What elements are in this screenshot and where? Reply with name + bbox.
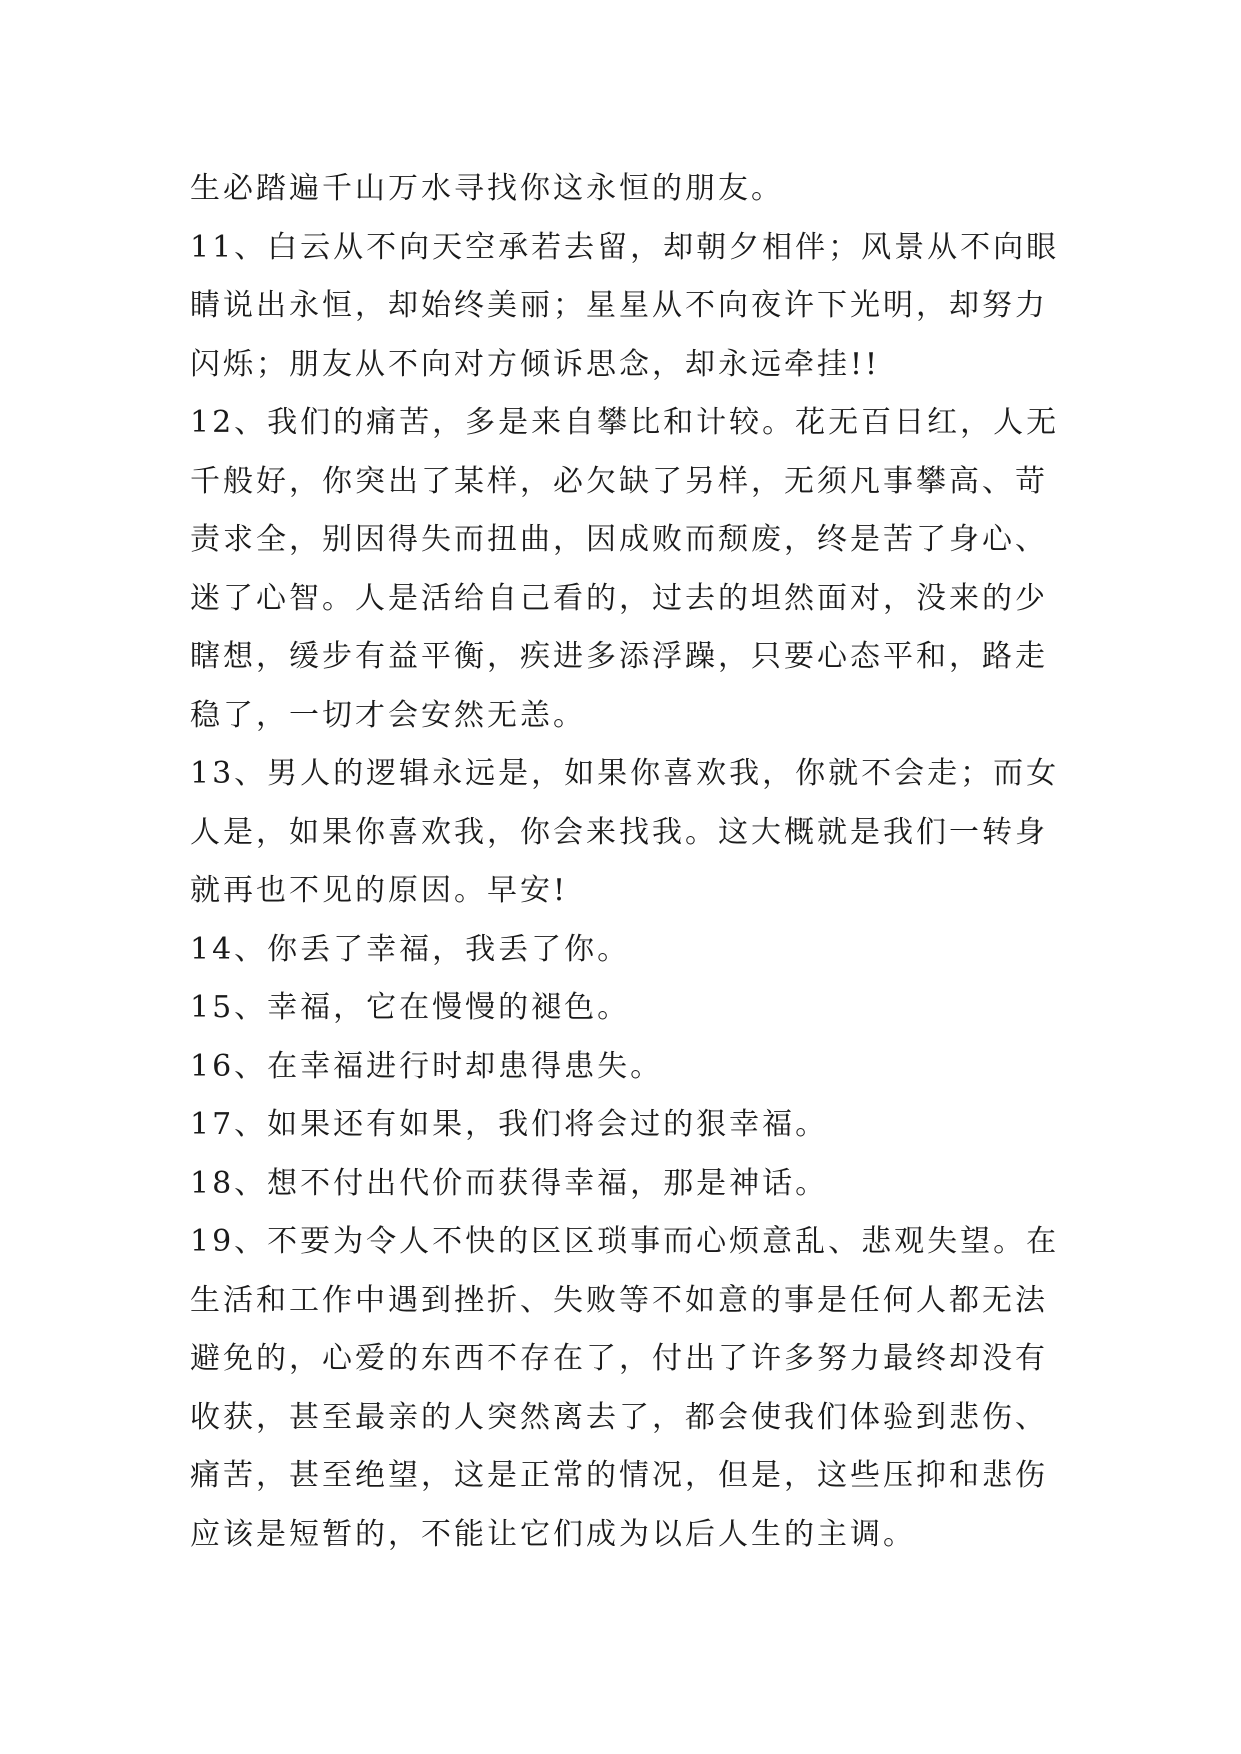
text-line: 19、不要为令人不快的区区琐事而心烦意乱、悲观失望。在 bbox=[190, 1224, 1060, 1259]
text-line: 人是，如果你喜欢我，你会来找我。这大概就是我们一转身 bbox=[190, 814, 1048, 850]
text-line: 就再也不见的原因。早安! bbox=[190, 873, 569, 908]
text-line: 避免的，心爱的东西不存在了，付出了许多努力最终却没有 bbox=[190, 1341, 1048, 1376]
text-line: 生必踏遍千山万水寻找你这永恒的朋友。 bbox=[190, 171, 784, 206]
text-line: 18、想不付出代价而获得幸福，那是神话。 bbox=[190, 1165, 829, 1201]
text-line: 16、在幸福进行时却患得患失。 bbox=[190, 1048, 664, 1084]
text-line: 稳了，一切才会安然无恙。 bbox=[190, 697, 586, 733]
text-line: 收获，甚至最亲的人突然离去了，都会使我们体验到悲伤、 bbox=[190, 1399, 1048, 1435]
text-line: 睛说出永恒，却始终美丽；星星从不向夜许下光明，却努力 bbox=[190, 288, 1048, 323]
text-line: 13、男人的逻辑永远是，如果你喜欢我，你就不会走；而女 bbox=[190, 756, 1060, 791]
text-line: 痛苦，甚至绝望，这是正常的情况，但是，这些压抑和悲伤 bbox=[190, 1458, 1048, 1493]
document-body bbox=[190, 160, 1090, 1564]
text-line: 瞎想，缓步有益平衡，疾进多添浮躁，只要心态平和，路走 bbox=[190, 639, 1048, 674]
text-line: 14、你丢了幸福，我丢了你。 bbox=[190, 931, 631, 967]
text-line: 千般好，你突出了某样，必欠缺了另样，无须凡事攀高、苛 bbox=[190, 463, 1048, 499]
text-line: 应该是短暂的，不能让它们成为以后人生的主调。 bbox=[190, 1516, 916, 1552]
text-line: 闪烁；朋友从不向对方倾诉思念，却永远牵挂!! bbox=[190, 346, 881, 382]
text-line: 责求全，别因得失而扭曲，因成败而颓废，终是苦了身心、 bbox=[190, 522, 1048, 557]
text-line: 17、如果还有如果，我们将会过的狠幸福。 bbox=[190, 1107, 829, 1142]
text-line: 12、我们的痛苦，多是来自攀比和计较。花无百日红，人无 bbox=[190, 405, 1060, 440]
text-line: 11、白云从不向天空承若去留，却朝夕相伴；风景从不向眼 bbox=[190, 229, 1060, 265]
text-line: 迷了心智。人是活给自己看的，过去的坦然面对，没来的少 bbox=[190, 580, 1048, 616]
text-line: 15、幸福，它在慢慢的褪色。 bbox=[190, 990, 631, 1025]
text-line: 生活和工作中遇到挫折、失败等不如意的事是任何人都无法 bbox=[190, 1282, 1048, 1318]
